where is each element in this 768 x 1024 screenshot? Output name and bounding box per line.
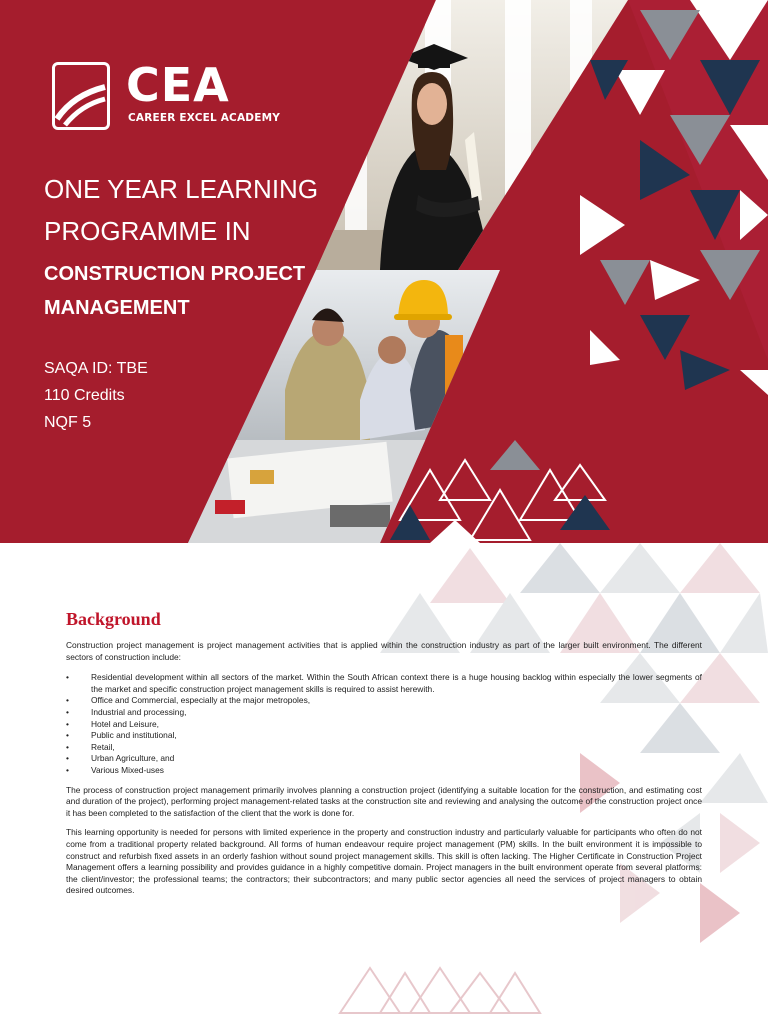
cover-subject-line-1: CONSTRUCTION PROJECT xyxy=(44,263,306,285)
opportunity-paragraph: This learning opportunity is needed for persons with limited experience in the property and construction industry and particularly valuable for participants who often do not come from a traditional property related background. All forms of human endeavour require project management (PM) skills. In the built environment it is impossible to construct and refurbish fixed assets in an orderly fashion without sound project management skills. This skill is often lacking. The Higher Certificate in Construction Project Management offers a learning possibility and provides guidance in a highly competitive domain. Project managers in the built environment operate from several platforms: the client/investor; the professional teams; the contractors; their subcontractors; and many public sector agencies all need the services of project managers to obtain desired outcomes. xyxy=(66,827,702,896)
triangle-pattern xyxy=(580,0,768,395)
list-item: • Office and Commercial, especially at the major metropoles, xyxy=(66,695,311,706)
list-item: • Hotel and Leisure, xyxy=(66,718,159,729)
saqa-id: SAQA ID: TBE xyxy=(44,360,148,377)
process-paragraph: The process of construction project management primarily involves planning a construction project (identifying a suitable location for the construction, and estimating cost and duration of the project), performing project management-related tasks at the construction site and reviewing and analysing the outcome of the construction project once it has been completed to the satisfaction of the client that the work is done for. xyxy=(66,784,702,818)
background-section xyxy=(66,608,702,897)
bullet-icon: • xyxy=(66,672,69,683)
bullet-icon: • xyxy=(66,764,69,775)
list-item: • Retail, xyxy=(66,741,115,752)
logo-mark xyxy=(52,62,110,130)
list-item: • Industrial and processing, xyxy=(66,706,187,717)
bullet-icon: • xyxy=(66,730,69,741)
logo-text: CEA xyxy=(126,58,230,112)
bullet-icon: • xyxy=(66,695,69,706)
nqf-level: NQF 5 xyxy=(44,414,92,431)
background-heading: Background xyxy=(66,609,161,629)
cover-subject-line-2: MANAGEMENT xyxy=(44,297,190,319)
construction-team-photo xyxy=(180,270,510,543)
list-item: • Various Mixed-uses xyxy=(66,764,164,775)
bullet-icon: • xyxy=(66,706,69,717)
bullet-icon: • xyxy=(66,741,69,752)
logo-subtitle: CAREER EXCEL ACADEMY xyxy=(128,112,281,124)
background-intro: Construction project management is project management activities that is applied within the construction industry as part of the larger built environment. The different sectors of construction include: xyxy=(66,640,702,662)
cover-title-line-2: PROGRAMME IN xyxy=(44,216,251,246)
cover-title-line-1: ONE YEAR LEARNING xyxy=(44,174,319,204)
list-item: • Urban Agriculture, and xyxy=(66,753,175,764)
bullet-icon: • xyxy=(66,753,69,764)
bullet-icon: • xyxy=(66,718,69,729)
sector-list xyxy=(66,672,702,776)
credits: 110 Credits xyxy=(44,387,125,404)
list-item: • Public and institutional, xyxy=(66,730,177,741)
list-item: • Residential development within all sectors of the market. Within the South African context there is a huge housing backlog within especially the lower segments of the market and specific construction project management skills is required to assist herewith. xyxy=(66,672,702,694)
